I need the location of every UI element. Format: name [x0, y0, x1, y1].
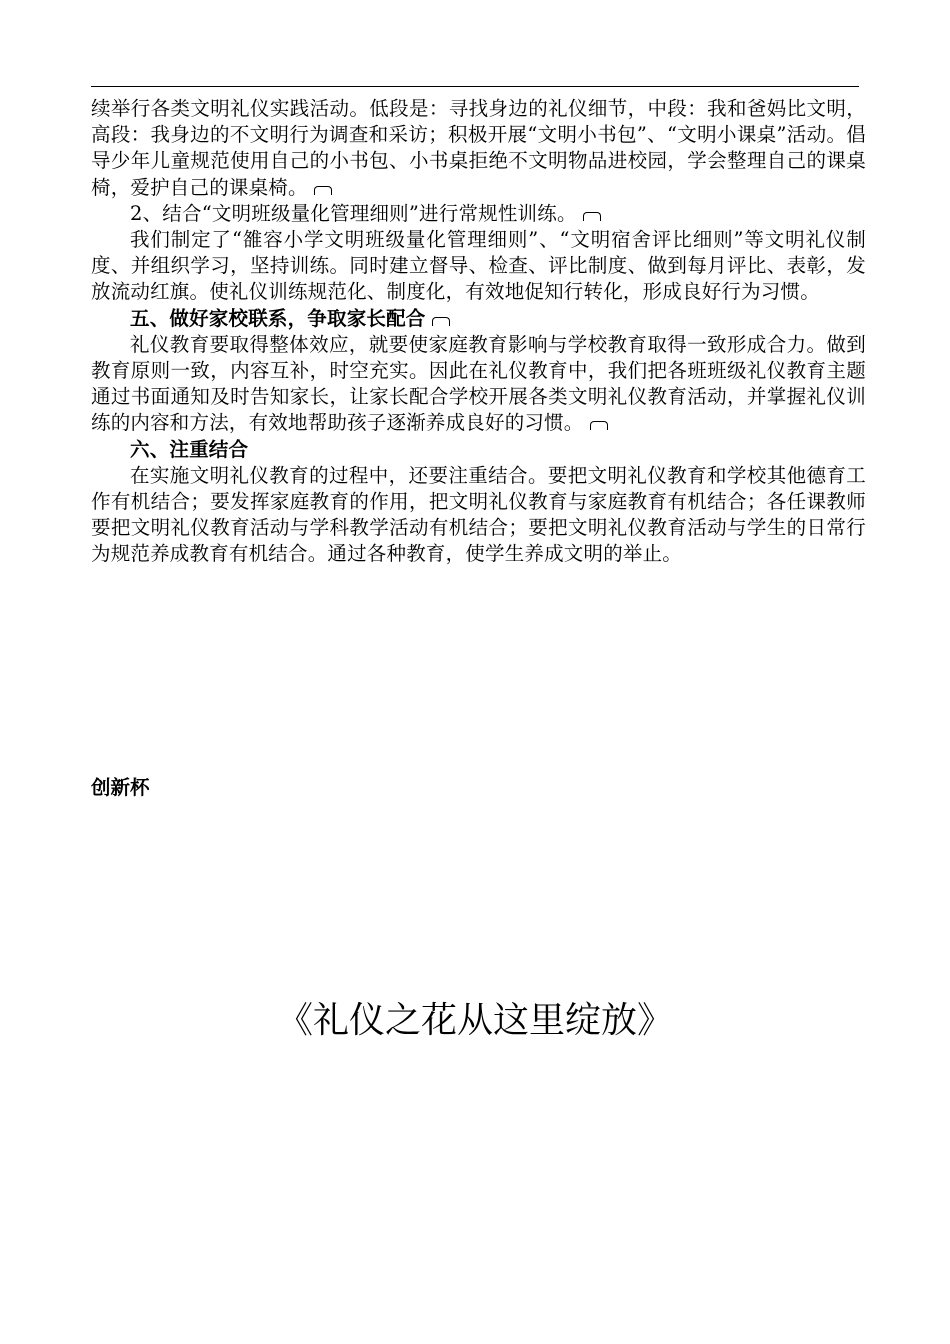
paragraph-mark-icon [432, 317, 450, 326]
paragraph-text: 在实施文明礼仪教育的过程中，还要注重结合。要把文明礼仪教育和学校其他德育工作有机结合；要发挥家庭教育的作用，把文明礼仪教育与家庭教育有机结合；各任课教师要把文明礼仪教育活动与学科教学活动有机结合；要把文明礼仪教育活动与学生的日常行为规范养成教育有机结合。通过各种教育，使学生养成文明的举止。 [91, 463, 866, 566]
paragraph-routine-training [91, 201, 866, 227]
header-rule [91, 86, 859, 87]
paragraph-home-school [91, 332, 866, 437]
paragraph-mark-icon [583, 212, 601, 221]
paragraph-text: 我们制定了“雒容小学文明班级量化管理细则”、“文明宿舍评比细则”等文明礼仪制度、并组织学习，坚持训练。同时建立督导、检查、评比制度、做到每月评比、表彰，发放流动红旗。使礼仪训练规范化、制度化，有效地促知行转化，形成良好行为习惯。 [91, 228, 866, 304]
paragraph-mark-icon [590, 421, 608, 430]
main-title: 《礼仪之花从这里绽放》 [276, 1000, 673, 1041]
award-label: 创新杯 [91, 776, 150, 799]
paragraph-text: 礼仪教育要取得整体效应，就要使家庭教育影响与学校教育取得一致形成合力。做到教育原则一致，内容互补，时空充实。因此在礼仪教育中，我们把各班班级礼仪教育主题通过书面通知及时告知家长，让家长配合学校开展各类文明礼仪教育活动，并掌握礼仪训练的内容和方法，有效地帮助孩子逐渐养成良好的习惯。 [91, 332, 866, 435]
paragraph-practice-activities [91, 96, 866, 201]
paragraph-mark-icon [314, 186, 332, 195]
section-heading-five [91, 306, 866, 332]
section-heading-six [91, 437, 866, 463]
heading-text: 五、做好家校联系，争取家长配合 [130, 306, 426, 330]
paragraph-management-rules [91, 227, 866, 306]
paragraph-text: 2、结合“文明班级量化管理细则”进行常规性训练。 [130, 201, 577, 225]
paragraph-integration [91, 463, 866, 568]
paragraph-text: 续举行各类文明礼仪实践活动。低段是：寻找身边的礼仪细节，中段：我和爸妈比文明，高段：我身边的不文明行为调查和采访；积极开展“文明小书包”、“文明小课桌”活动。倡导少年儿童规范使用自己的小书包、小书桌拒绝不文明物品进校园，学会整理自己的课桌椅，爱护自己的课桌椅。 [91, 97, 866, 199]
heading-text: 六、注重结合 [130, 437, 249, 461]
document-body [91, 96, 866, 568]
